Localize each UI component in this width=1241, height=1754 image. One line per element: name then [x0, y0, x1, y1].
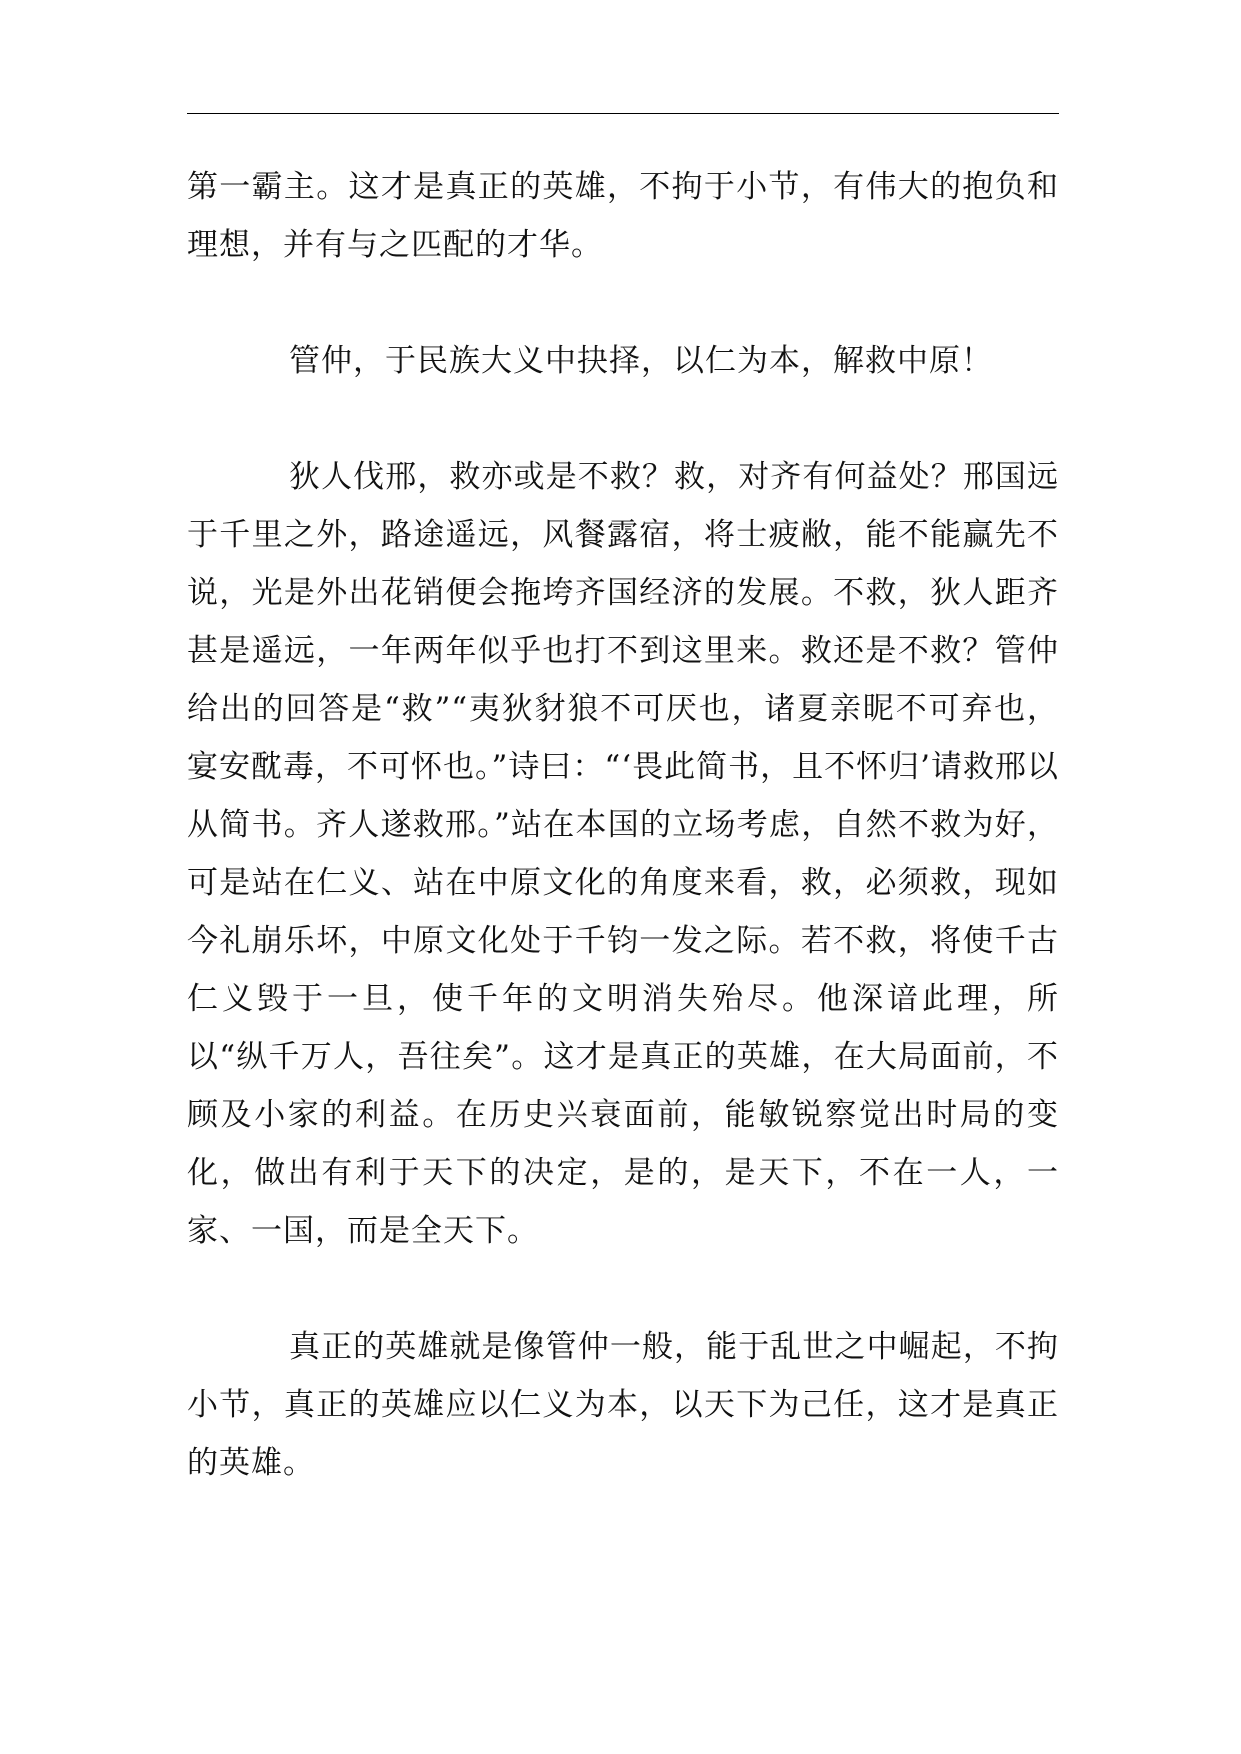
paragraph-4: 真正的英雄就是像管仲一般，能于乱世之中崛起，不拘小节，真正的英雄应以仁义为本，以天下为己任，这才是真正的英雄。: [187, 1329, 1059, 1481]
document-body: [187, 158, 1059, 1550]
paragraph-1: 第一霸主。这才是真正的英雄，不拘于小节，有伟大的抱负和理想，并有与之匹配的才华。: [187, 169, 1059, 263]
header-rule: [187, 113, 1059, 114]
paragraph-2: 管仲，于民族大义中抉择，以仁为本，解救中原！: [289, 343, 993, 379]
paragraph-3: 狄人伐邢，救亦或是不救？救，对齐有何益处？邢国远于千里之外，路途遥远，风餐露宿，将士疲敝，能不能赢先不说，光是外出花销便会拖垮齐国经济的发展。不救，狄人距齐甚是遥远，一年两年似乎也打不到这里来。救还是不救？管仲给出的回答是“救”“夷狄豺狼不可厌也，诸夏亲昵不可弃也，宴安酖毒，不可怀也。”诗曰：“‘畏此简书，且不怀归’请救邢以从简书。齐人遂救邢。”站在本国的立场考虑，自然不救为好，可是站在仁义、站在中原文化的角度来看，救，必须救，现如今礼崩乐坏，中原文化处于千钧一发之际。若不救，将使千古仁义毁于一旦，使千年的文明消失殆尽。他深谙此理，所以“纵千万人，吾往矣”。这才是真正的英雄，在大局面前，不顾及小家的利益。在历史兴衰面前，能敏锐察觉出时局的变化，做出有利于天下的决定，是的，是天下，不在一人，一家、一国，而是全天下。: [187, 459, 1059, 1249]
